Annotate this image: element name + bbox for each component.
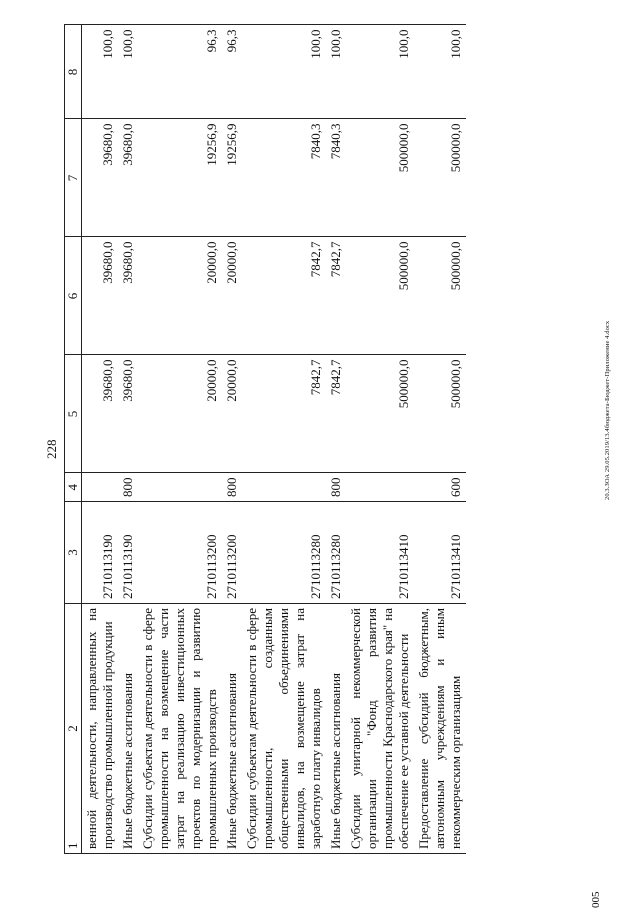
table-row bbox=[222, 25, 242, 854]
table-row bbox=[82, 25, 119, 854]
row-value-7: 39680,0 bbox=[82, 119, 119, 237]
table-row bbox=[346, 25, 414, 854]
header-cell bbox=[65, 604, 82, 854]
row-value-5: 500000,0 bbox=[414, 355, 466, 473]
row-value-7: 500000,0 bbox=[346, 119, 414, 237]
row-value-7: 19256,9 bbox=[222, 119, 242, 237]
table-row bbox=[414, 25, 466, 854]
row-value-6: 39680,0 bbox=[82, 237, 119, 355]
table-row bbox=[242, 25, 326, 854]
header-cell: 7 bbox=[65, 119, 82, 237]
row-value-8: 100,0 bbox=[414, 25, 466, 119]
table-row bbox=[326, 25, 346, 854]
page-number: 228 bbox=[44, 440, 60, 460]
row-value-7: 500000,0 bbox=[414, 119, 466, 237]
header-cell: 8 bbox=[65, 25, 82, 119]
row-value-8: 100,0 bbox=[326, 25, 346, 119]
row-value-8: 100,0 bbox=[242, 25, 326, 119]
row-name: Субсидии унитарной некоммерческой организации "Фонд развития промышленности Краснодарского края" на обеспечение ее уставной деятельности bbox=[346, 604, 414, 854]
row-name: Предоставление субсидий бюджетным, автономным учреждениям и иным некоммерческим организациям bbox=[414, 604, 466, 854]
footer-filepath: 20.3.ЗОА 29.05.2019/13.4бюджета-Бюджет-Приложение 4.docx bbox=[604, 321, 611, 500]
row-name: Иные бюджетные ассигнования bbox=[118, 604, 138, 854]
header-cell: 6 bbox=[65, 237, 82, 355]
row-vr: 800 bbox=[222, 473, 242, 502]
row-value-8: 100,0 bbox=[346, 25, 414, 119]
row-vr bbox=[346, 473, 414, 502]
row-value-7: 7840,3 bbox=[326, 119, 346, 237]
header-label: 1 bbox=[65, 843, 81, 850]
row-value-6: 500000,0 bbox=[346, 237, 414, 355]
row-code: 2710113200 bbox=[138, 502, 222, 604]
row-code: 2710113190 bbox=[82, 502, 119, 604]
row-value-8: 96,3 bbox=[222, 25, 242, 119]
header-row bbox=[65, 25, 82, 854]
budget-table bbox=[64, 25, 466, 855]
row-value-5: 20000,0 bbox=[138, 355, 222, 473]
row-code: 2710113200 bbox=[222, 502, 242, 604]
row-value-5: 39680,0 bbox=[82, 355, 119, 473]
row-code: 2710113280 bbox=[326, 502, 346, 604]
row-code: 2710113410 bbox=[346, 502, 414, 604]
row-value-6: 20000,0 bbox=[138, 237, 222, 355]
row-name: Иные бюджетные ассигнования bbox=[222, 604, 242, 854]
row-value-5: 39680,0 bbox=[118, 355, 138, 473]
row-value-8: 96,3 bbox=[138, 25, 222, 119]
row-name: венной деятельности, направленных на производство промышленной продукции bbox=[82, 604, 119, 854]
row-vr bbox=[138, 473, 222, 502]
row-vr: 800 bbox=[118, 473, 138, 502]
row-value-5: 500000,0 bbox=[346, 355, 414, 473]
row-value-6: 7842,7 bbox=[242, 237, 326, 355]
row-name: Субсидии субъектам деятельности в сфере промышленности на возмещение части затрат на реализацию инвестиционных проектов по модернизации и развитию промышленных производств bbox=[138, 604, 222, 854]
row-value-6: 39680,0 bbox=[118, 237, 138, 355]
header-label: 2 bbox=[65, 725, 80, 732]
row-value-5: 7842,7 bbox=[326, 355, 346, 473]
row-code: 2710113280 bbox=[242, 502, 326, 604]
header-cell: 4 bbox=[65, 473, 82, 502]
row-code: 2710113190 bbox=[118, 502, 138, 604]
row-value-8: 100,0 bbox=[82, 25, 119, 119]
row-name: Субсидии субъектам деятельности в сфере промышленности, созданным общественными объединениями инвалидов, на возмещение затрат на заработную плату инвалидов bbox=[242, 604, 326, 854]
header-cell: 3 bbox=[65, 502, 82, 604]
row-value-6: 20000,0 bbox=[222, 237, 242, 355]
row-vr bbox=[242, 473, 326, 502]
row-vr: 600 bbox=[414, 473, 466, 502]
table-body bbox=[65, 25, 467, 854]
table-row bbox=[138, 25, 222, 854]
row-value-5: 20000,0 bbox=[222, 355, 242, 473]
table-row bbox=[118, 25, 138, 854]
row-vr bbox=[82, 473, 119, 502]
row-value-7: 19256,9 bbox=[138, 119, 222, 237]
row-value-5: 7842,7 bbox=[242, 355, 326, 473]
row-value-6: 7842,7 bbox=[326, 237, 346, 355]
header-cell: 5 bbox=[65, 355, 82, 473]
row-value-7: 39680,0 bbox=[118, 119, 138, 237]
row-value-6: 500000,0 bbox=[414, 237, 466, 355]
row-name: Иные бюджетные ассигнования bbox=[326, 604, 346, 854]
row-code: 2710113410 bbox=[414, 502, 466, 604]
row-value-7: 7840,3 bbox=[242, 119, 326, 237]
edge-fragment: 005 bbox=[590, 892, 602, 908]
row-value-8: 100,0 bbox=[118, 25, 138, 119]
row-vr: 800 bbox=[326, 473, 346, 502]
